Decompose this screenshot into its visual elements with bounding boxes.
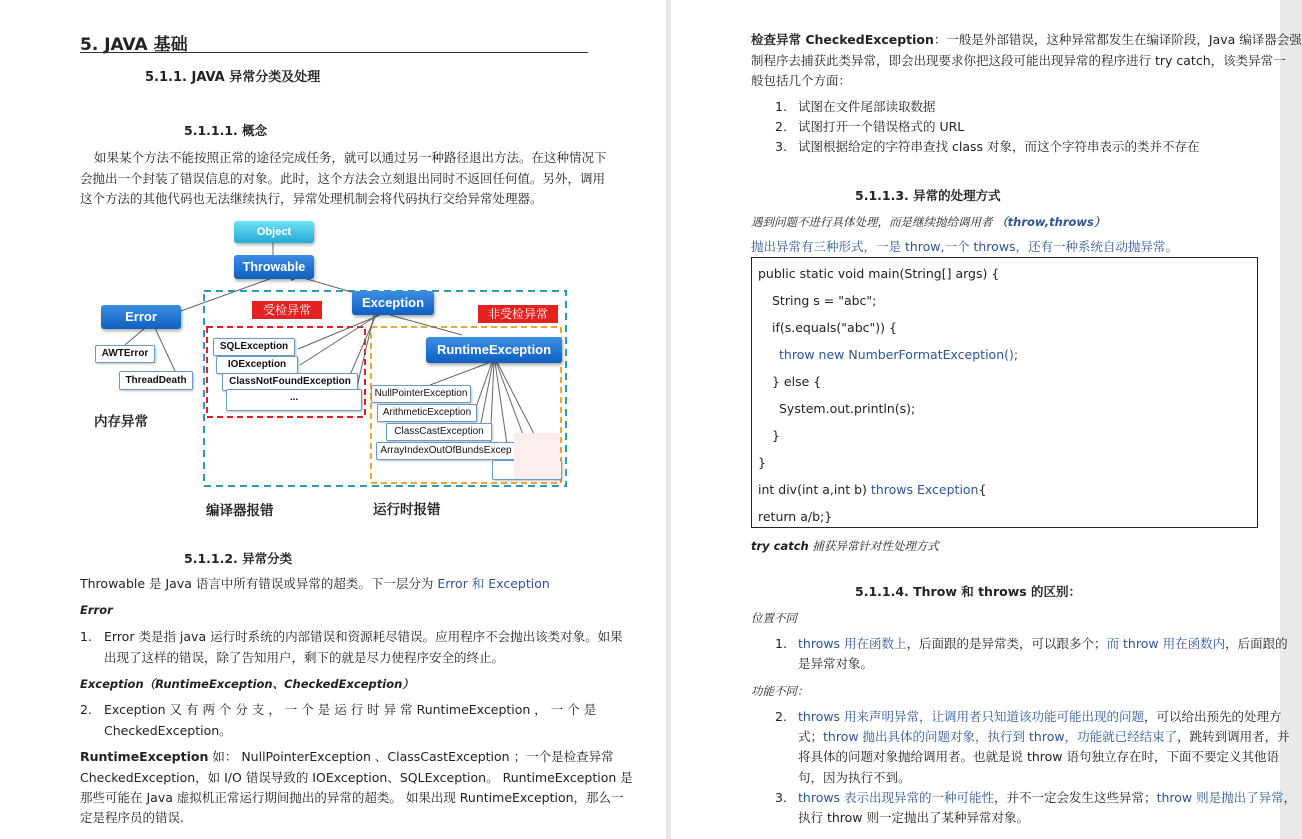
node-throwable: Throwable [234, 255, 314, 279]
code-line: System.out.println(s); [779, 401, 916, 416]
handling-text: 遇到问题不进行具体处理，而是继续抛给调用者 [751, 215, 997, 229]
item2-line: Exception 又 有 两 个 分 支 ， 一 个 是 运 行 时 异 常 RuntimeException ， 一 个 是 [104, 702, 597, 717]
heading-3-classification: 5.1.1.2. 异常分类 [184, 551, 293, 566]
code-line: throw new NumberFormatException(); [779, 347, 1019, 362]
para-line: 会抛出一个封装了错误信息的对象。此时，这个方法会立刻退出同时不返回任何值。另外，调用 [80, 171, 606, 186]
diagram-mask [514, 433, 560, 479]
p3-line [798, 787, 1296, 808]
trycatch-text: 捕获异常针对性处理方式 [808, 539, 939, 553]
list-number: 3. [775, 139, 787, 154]
code-line: if(s.equals("abc")) { [772, 320, 897, 335]
runtime-para-line [80, 746, 614, 767]
trycatch-keyword: try catch [751, 539, 809, 553]
heading-1: 5. JAVA 基础 [80, 35, 188, 55]
leaf-more: ... [226, 389, 362, 411]
item1-line: 出现了这样的错误，除了告知用户，剩下的就是尽力使程序安全的终止。 [104, 650, 505, 665]
error-subhead: Error [80, 603, 113, 617]
p1-text: throws 用在函数上 [798, 636, 907, 651]
heading-2: 5.1.1. JAVA 异常分类及处理 [145, 70, 321, 85]
code-text: { [978, 482, 987, 497]
item-number: 3. [775, 790, 787, 805]
label-compile-error: 编译器报错 [206, 503, 274, 519]
list-number: 1. [775, 99, 787, 114]
leaf-nullpointer: NullPointerException [371, 385, 471, 403]
list-item: 试图在文件尾部读取数据 [798, 99, 936, 114]
p1-line: 是异常对象。 [798, 656, 874, 671]
leaf-arrayindex: ArrayIndexOutOfBundsExcep [376, 442, 516, 460]
item2-line: CheckedException。 [104, 723, 232, 738]
code-text: int div(int a,int b) [758, 482, 871, 497]
runtime-para-line: 定是程序员的错误. [80, 810, 184, 825]
heading-3-throw-vs-throws: 5.1.1.4. Throw 和 throws 的区别： [855, 584, 1082, 599]
list-item: 试图打开一个错误格式的 URL [798, 119, 965, 134]
code-line: public static void main(String[] args) { [758, 266, 1000, 281]
node-runtime-exception: RuntimeException [426, 337, 562, 363]
p2-text: ，跳转到调用者，并 [1177, 729, 1290, 744]
code-line: String s = "abc"; [772, 293, 877, 308]
runtime-para-line: 那些可能在 Java 虚拟机正常运行期间抛出的异常的超类。 如果出现 RuntimeException，那么一 [80, 790, 624, 805]
throwable-highlight: Error 和 Exception [437, 576, 550, 591]
runtime-text: 如： NullPointerException 、ClassCastException ；一个是检查异常 [208, 749, 614, 764]
para-line: 这个方法的其他代码也无法继续执行，异常处理机制会将代码执行交给异常处理器。 [80, 191, 543, 206]
leaf-ioexception: IOException [216, 356, 298, 374]
p2-line: 将具体的问题对象抛给调用者。也就是说 throw 语句独立存在时，下面不要定义其他语 [798, 749, 1280, 764]
p1-text: ，后面跟的是异常类，可以跟多个； [906, 636, 1107, 651]
checked-exception-tag: 受检异常 [252, 301, 322, 319]
code-line: } [772, 428, 780, 443]
node-object: Object [234, 221, 314, 243]
code-block [751, 257, 1258, 528]
leaf-arithmetic: ArithmeticException [377, 404, 477, 422]
para-line: 如果某个方法不能按照正常的途径完成任务，就可以通过另一种路径退出方法。在这种情况下 [94, 150, 607, 165]
exception-subhead [80, 676, 414, 692]
throw-forms-line: 抛出异常有三种形式，一是 throw,一个 throws，还有一种系统自动抛异常。 [751, 239, 1179, 254]
label-runtime-error: 运行时报错 [373, 502, 441, 518]
heading-3-handling: 5.1.1.3. 异常的处理方式 [855, 188, 1001, 203]
throwable-text: Throwable 是 Java 语言中所有错误或异常的超类。下一层分为 [80, 576, 438, 591]
runtime-para-line: CheckedException，如 I/O 错误导致的 IOException、SQLException。 RuntimeException 是 [80, 770, 633, 785]
checked-line [751, 29, 1302, 50]
node-exception: Exception [352, 291, 434, 315]
trycatch-note [751, 538, 939, 554]
p3-text: throw 则是抛出了异常 [1156, 790, 1284, 805]
node-error: Error [101, 305, 181, 329]
runtime-bold: RuntimeException [80, 749, 209, 764]
handling-note [751, 214, 1105, 230]
p2-line: 句，因为执行不到。 [798, 770, 911, 785]
throwable-line [80, 573, 550, 594]
unchecked-exception-tag: 非受检异常 [478, 305, 558, 323]
item-number: 2. [80, 702, 92, 717]
code-line: } [758, 455, 766, 470]
p2-text: 式； [798, 729, 824, 744]
position-subhead: 位置不同 [751, 611, 797, 625]
code-throws: throws Exception [870, 482, 979, 497]
list-number: 2. [775, 119, 787, 134]
label-memory-error: 内存异常 [94, 414, 148, 430]
item1-line: Error 类是指 java 运行时系统的内部错误和资源耗尽错误。应用程序不会抛出该类对象。如果 [104, 629, 623, 644]
code-line: } else { [772, 374, 822, 389]
p3-line: 执行 throw 则一定抛出了某种异常对象。 [798, 810, 1030, 825]
leaf-classnotfound: ClassNotFoundException [222, 373, 358, 391]
leaf-classcast: ClassCastException [386, 423, 492, 441]
handling-keywords: （throw,throws） [996, 215, 1106, 229]
p1-text: ，后面跟的 [1225, 636, 1288, 651]
exception-hierarchy-diagram [90, 215, 580, 520]
checked-bold: 检查异常 CheckedException [751, 32, 934, 47]
heading-3-concept: 5.1.1.1. 概念 [184, 123, 268, 138]
p2-text: throw 抛出具体的问题对象，执行到 throw，功能就已经结束了 [823, 729, 1178, 744]
leaf-sqlexception: SQLException [213, 338, 295, 356]
code-line: return a/b;} [758, 509, 833, 524]
function-subhead: 功能不同： [751, 684, 809, 698]
checked-text: ：一般是外部错误，这种异常都发生在编译阶段，Java 编译器会强 [933, 32, 1302, 47]
heading-rule [80, 52, 588, 53]
p2-line [798, 726, 1290, 747]
item-number: 1. [80, 629, 92, 644]
item-number: 2. [775, 709, 787, 724]
p3-text: ， [1283, 790, 1297, 805]
checked-line: 制程序去捕获此类异常，即会出现要求你把这段可能出现异常的程序进行 try catch，该类异常一 [751, 53, 1286, 68]
leaf-threaddeath: ThreadDeath [119, 371, 193, 390]
exception-subhead-text: Exception（RuntimeException、CheckedException） [80, 677, 414, 691]
p1-line [798, 633, 1288, 654]
p1-text: 而 throw 用在函数内 [1106, 636, 1226, 651]
item-number: 1. [775, 636, 787, 651]
p2-text: ，可以给出预先的处理方 [1144, 709, 1282, 724]
p3-text: ，并不一定会发生这些异常； [994, 790, 1157, 805]
right-page [671, 0, 1302, 839]
p2-text: throws 用来声明异常，让调用者只知道该功能可能出现的问题 [798, 709, 1145, 724]
p3-text: throws 表示出现异常的一种可能性 [798, 790, 995, 805]
list-item: 试图根据给定的字符串查找 class 对象，而这个字符串表示的类并不存在 [798, 139, 1200, 154]
code-line [758, 482, 986, 497]
checked-line: 般包括几个方面： [751, 73, 852, 88]
p2-line [798, 706, 1282, 727]
leaf-awterror: AWTError [95, 345, 155, 363]
